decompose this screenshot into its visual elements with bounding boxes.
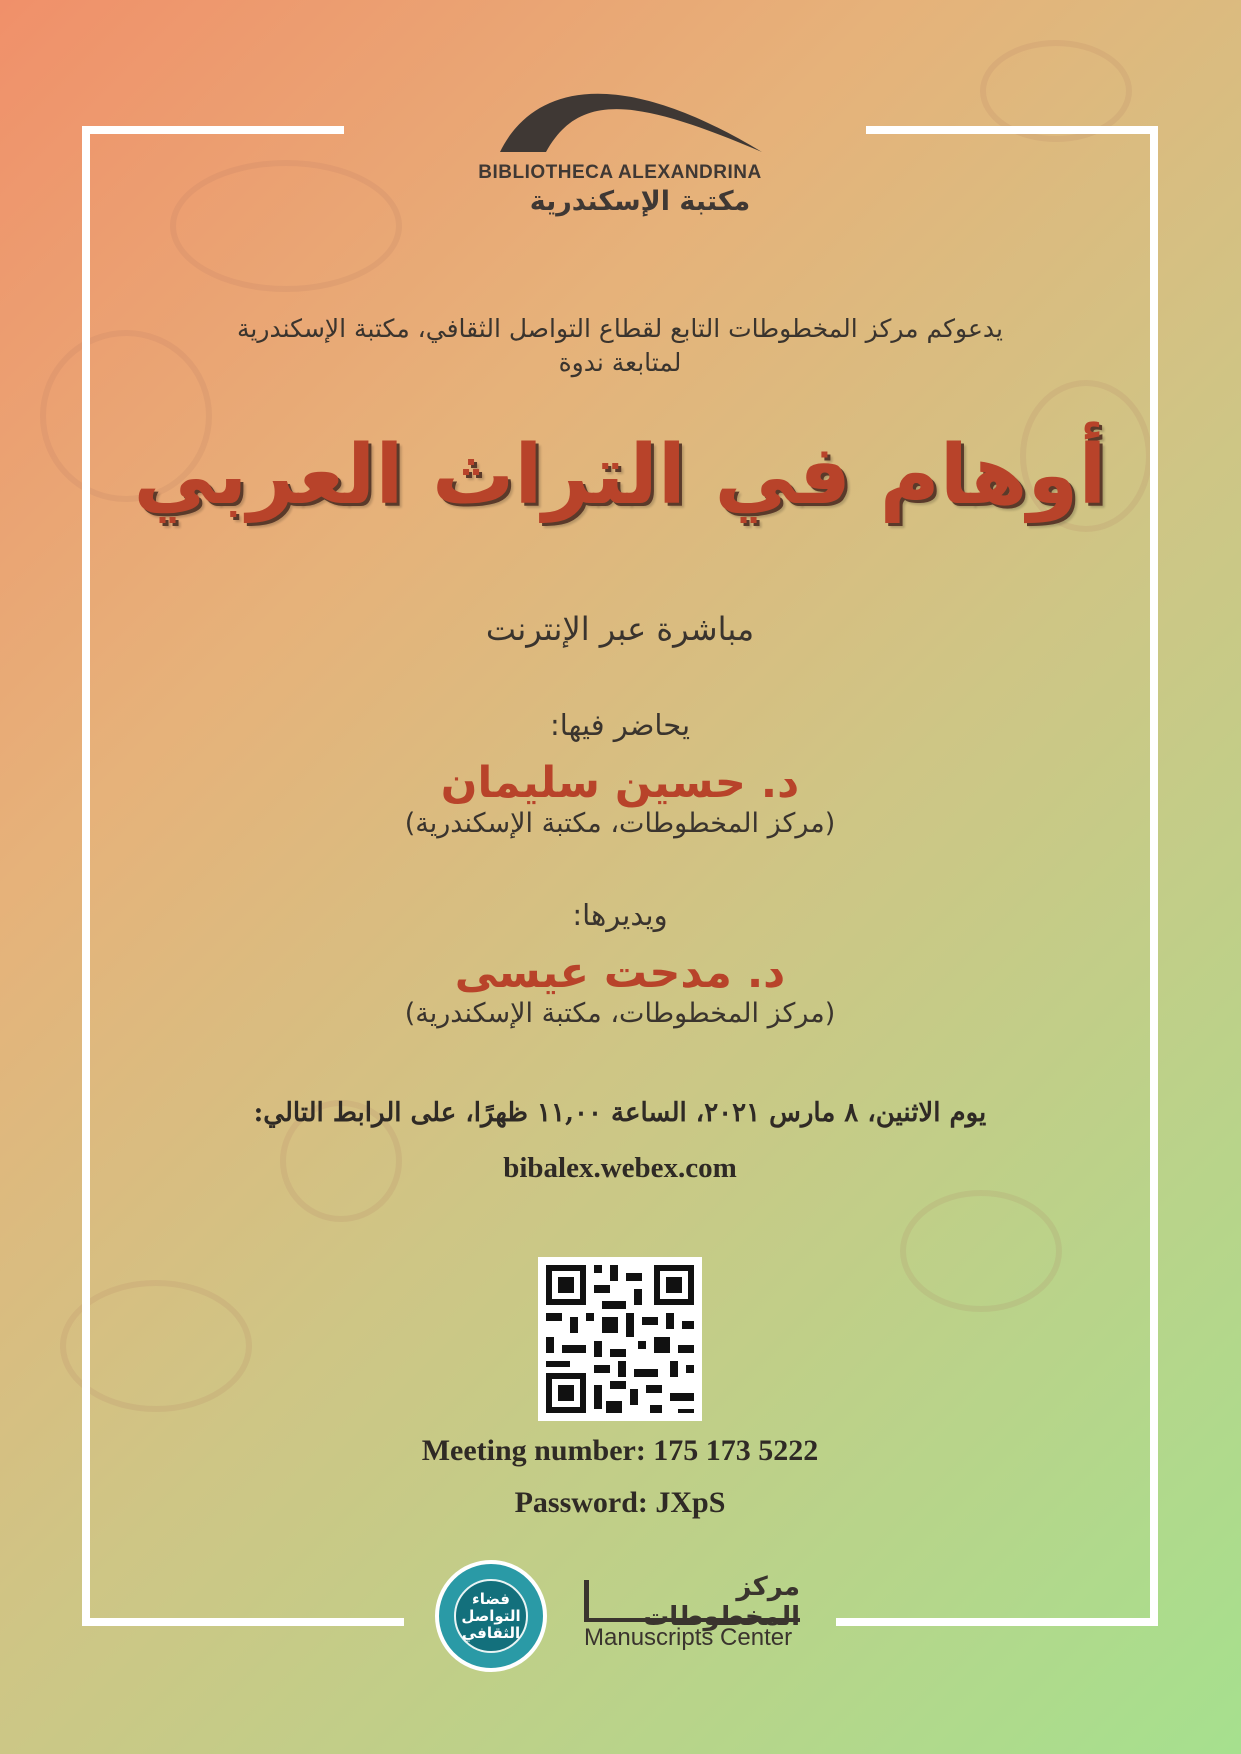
background-ornament: [900, 1190, 1062, 1312]
live-label: مباشرة عبر الإنترنت: [485, 610, 755, 648]
speaker-name: د. حسين سليمان: [440, 758, 800, 808]
meeting-number: Meeting number: 175 173 5222: [421, 1434, 819, 1467]
frame-right: [1150, 126, 1158, 1626]
cultural-outreach-seal-logo: [435, 1560, 547, 1672]
frame-top-left: [82, 126, 344, 134]
frame-bottom-right: [836, 1618, 1158, 1626]
manuscripts-center-arabic: مركز المخطوطات: [643, 1572, 800, 1632]
meeting-password: Password: JXpS: [514, 1486, 726, 1519]
invitation-line-2: لمتابعة ندوة: [558, 348, 682, 377]
seal-text: فضاء التواصل الثقافي: [454, 1579, 528, 1653]
moderated-by-label: ويديرها:: [572, 898, 668, 932]
qr-code-icon[interactable]: [538, 1257, 702, 1421]
bibliotheca-logo-arc-icon: [490, 70, 770, 160]
manuscripts-center-logo: [584, 1572, 800, 1652]
seminar-title: أوهام في التراث العربي: [133, 428, 1107, 523]
moderator-affiliation: (مركز المخطوطات، مكتبة الإسكندرية): [404, 998, 836, 1029]
logo-name-arabic: مكتبة الإسكندرية: [529, 186, 751, 217]
logo-name-english: BIBLIOTHECA ALEXANDRINA: [478, 162, 762, 183]
moderator-name: د. مدحت عيسى: [454, 948, 786, 998]
invitation-text: [130, 312, 1110, 380]
manuscripts-center-english: Manuscripts Center: [584, 1624, 793, 1651]
background-ornament: [170, 160, 402, 292]
frame-left: [82, 126, 90, 1626]
frame-bottom-left: [82, 1618, 404, 1626]
webex-link[interactable]: bibalex.webex.com: [503, 1152, 737, 1184]
speaker-affiliation: (مركز المخطوطات، مكتبة الإسكندرية): [404, 808, 836, 839]
frame-top-right: [866, 126, 1158, 134]
qr-code-pattern: [538, 1257, 702, 1421]
lectured-by-label: يحاضر فيها:: [549, 708, 691, 742]
invitation-line-1: يدعوكم مركز المخطوطات التابع لقطاع التواصل الثقافي، مكتبة الإسكندرية: [237, 314, 1003, 343]
event-datetime: يوم الاثنين، ٨ مارس ٢٠٢١، الساعة ١١,٠٠ ظهرًا، على الرابط التالي:: [253, 1098, 987, 1128]
